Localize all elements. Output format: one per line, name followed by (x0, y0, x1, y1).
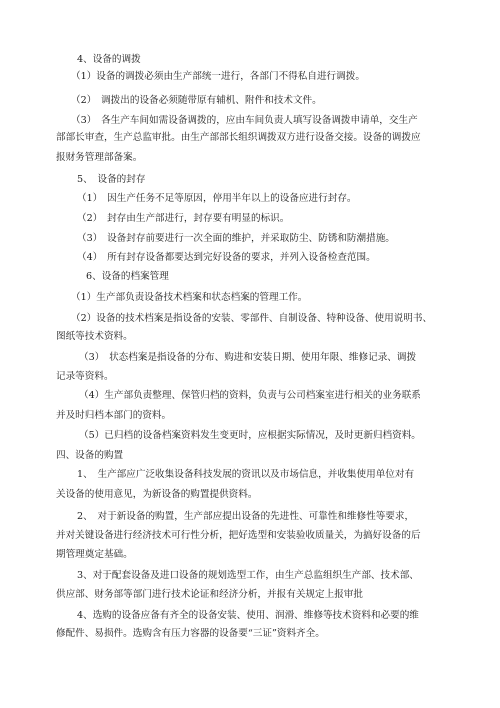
paragraph-line: 供应部、财务部等部门进行技术论证和经济分析，并报有关规定上报审批 (56, 589, 363, 600)
paragraph-line: （3） 各生产车间如需设备调拨的，应由车间负责人填写设备调拨申请单，交生产 (71, 115, 418, 126)
heading-equipment-sealing: 5、 设备的封存 (77, 174, 146, 185)
paragraph-line: 报财务管理部备案。 (56, 152, 143, 163)
paragraph-line: 修配件、易损件。选购含有压力容器的设备要“三证”资料齐全。 (56, 628, 325, 639)
paragraph-line: 记录等资料。 (56, 371, 114, 382)
paragraph-line: （5）已归档的设备档案资料发生变更时，应根据实际情况，及时更新归档资料。 (79, 430, 421, 441)
paragraph-line: 并对关键设备进行经济技术可行性分析，把好选型和安装验收质量关，为搞好设备的后 (56, 530, 421, 541)
paragraph-line: 关设备的使用意见，为新设备的购置提供资料。 (56, 489, 258, 500)
paragraph-line: 图纸等技术资料。 (56, 331, 133, 342)
paragraph-line: （2） 调拨出的设备必须随带原有辅机、附件和技术文件。 (71, 95, 322, 106)
paragraph-line: （3） 状态档案是指设备的分布、购进和安装日期、使用年限、维修记录、调拨 (79, 352, 417, 363)
paragraph-line: 1、 生产部应广泛收集设备科技发展的资讯以及市场信息，并收集使用单位对有 (77, 469, 415, 480)
heading-archive-management: 6、设备的档案管理 (86, 271, 169, 282)
heading-equipment-transfer: 4、设备的调拨 (77, 54, 141, 65)
paragraph-line: 3、对于配套设备及进口设备的规划选型工作，由生产总监组织生产部、技术部、 (77, 570, 419, 581)
paragraph-line: （1） 因生产任务不足等原因，停用半年以上的设备应进行封存。 (77, 193, 357, 204)
paragraph-line: 期管理奠定基础。 (56, 549, 133, 560)
paragraph-line: 部部长审查，生产总监审批。由生产部部长组织调拨双方进行设备交接。设备的调拨应 (56, 132, 421, 143)
paragraph-line: （4） 所有封存设备都要达到完好设备的要求，并列入设备检查范围。 (77, 252, 376, 263)
heading-equipment-purchase: 四、设备的购置 (56, 450, 124, 461)
paragraph-line: 并及时归档本部门的资料。 (56, 410, 172, 421)
paragraph-line: （2） 封存由生产部进行，封存要有明显的标识。 (77, 213, 290, 224)
paragraph-line: （1）生产部负责设备技术档案和状态档案的管理工作。 (71, 292, 308, 303)
paragraph-line: （3） 设备封存前要进行一次全面的维护，并采取防尘、防锈和防潮措施。 (77, 233, 395, 244)
paragraph-line: 2、 对于新设备的购置，生产部应提出设备的先进性、可靠性和维修性等要求， (77, 511, 415, 522)
paragraph-line: （1）设备的调拨必须由生产部统一进行，各部门不得私自进行调拨。 (71, 71, 365, 82)
paragraph-line: （4）生产部负责整理、保管归档的资料，负责与公司档案室进行相关的业务联系 (79, 390, 421, 401)
paragraph-line: 4、选购的设备应备有齐全的设备安装、使用、润滑、维修等技术资料和必要的维 (77, 610, 419, 621)
paragraph-line: （2）设备的技术档案是指设备的安装、零部件、自制设备、特种设备、使用说明书、 (71, 313, 433, 324)
